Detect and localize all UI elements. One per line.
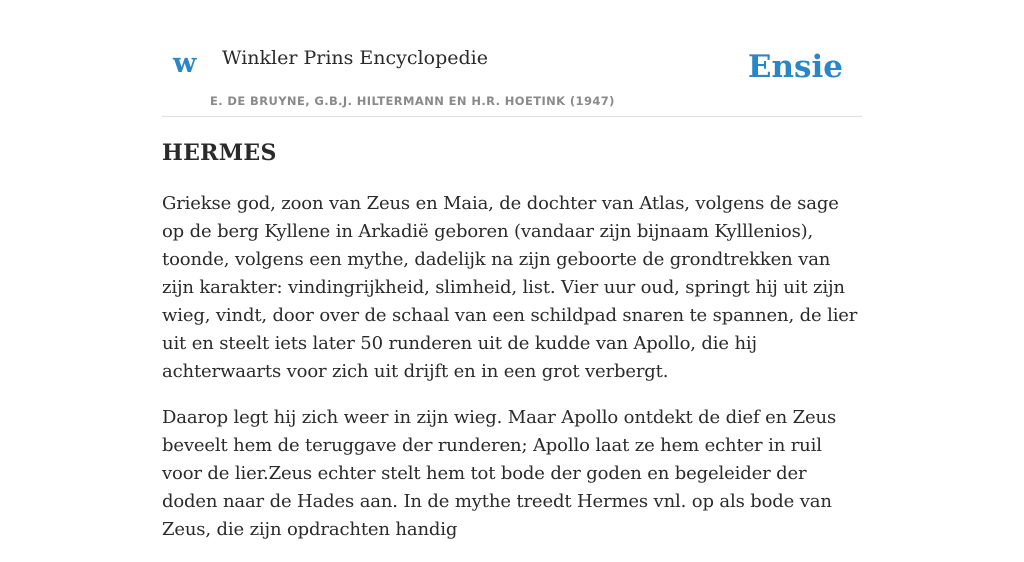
book-authors: E. DE BRUYNE, G.B.J. HILTERMANN EN H.R. HOETINK (1947): [210, 94, 615, 108]
ensie-logo[interactable]: Ensie: [747, 49, 843, 85]
winkler-prins-logo[interactable]: w: [173, 48, 197, 79]
article-title: HERMES: [162, 140, 277, 166]
article: [162, 140, 862, 562]
article-paragraph: Daarop legt hij zich weer in zijn wieg. Maar Apollo ontdekt de dief en Zeus beveelt hem de teruggave der runderen; Apollo laat ze hem echter in ruil voor de lier.Zeus echter stelt hem tot bode der goden en begeleider der doden naar de Hades aan. In de mythe treedt Hermes vnl. op als bode van Zeus, die zijn opdrachten handig: [162, 407, 837, 541]
article-paragraph: Griekse god, zoon van Zeus en Maia, de dochter van Atlas, volgens de sage op de berg Kyllene in Arkadië geboren (vandaar zijn bijnaam Kylllenios), toonde, volgens een mythe, dadelijk na zijn geboorte de grondtrekken van zijn karakter: vindingrijkheid, slimheid, list. Vier uur oud, springt hij uit zijn wieg, vindt, door over de schaal van een schildpad snaren te spannen, de lier uit en steelt iets later 50 runderen uit de kudde van Apollo, die hij achterwaarts voor zich uit drijft en in een grot verbergt.: [162, 193, 858, 383]
book-title[interactable]: Winkler Prins Encyclopedie: [222, 47, 488, 69]
page-header: [162, 0, 862, 117]
